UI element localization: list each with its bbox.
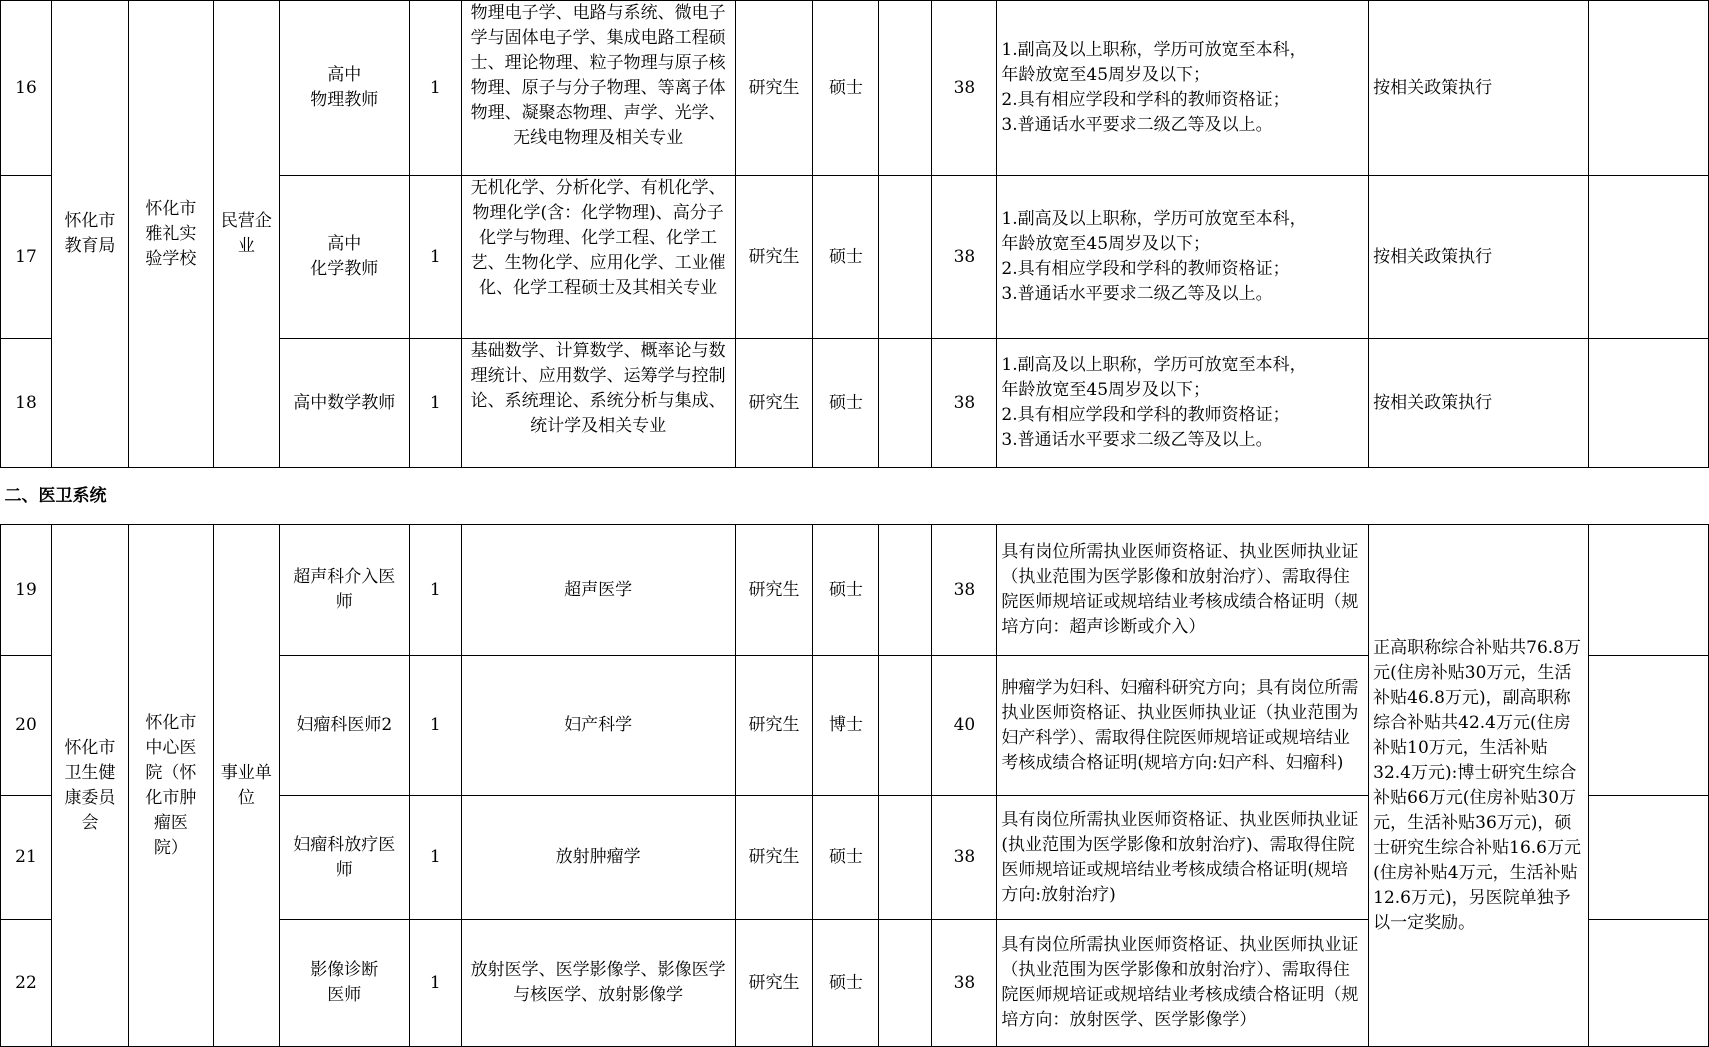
row-number: 22 (1, 920, 52, 1047)
empty-cell (1588, 1, 1708, 176)
requirements-cell: 具有岗位所需执业医师资格证、执业医师执业证（执业范围为医学影像和放射治疗）、需取得住院医师规培证或规培结业考核成绩合格证明（规培方向：超声诊断或介入） (997, 525, 1369, 656)
empty-cell (879, 339, 932, 468)
major-cell: 妇产科学 (461, 656, 735, 796)
requirements-cell: 具有岗位所需执业医师资格证、执业医师执业证(执业范围为医学影像和放射治疗)、需取得住院医师规培证或规培结业考核成绩合格证明(规培方向:放射治疗) (997, 796, 1369, 920)
empty-cell (879, 525, 932, 656)
degree-cell: 硕士 (813, 920, 879, 1047)
post-count-cell: 1 (409, 525, 461, 656)
row-number: 21 (1, 796, 52, 920)
empty-cell (1588, 525, 1708, 656)
age-cell: 38 (932, 339, 997, 468)
education-cell: 研究生 (735, 796, 813, 920)
post-count-cell: 1 (409, 920, 461, 1047)
post-name-cell: 高中数学教师 (279, 339, 409, 468)
requirements-cell: 1.副高及以上职称，学历可放宽至本科， 年龄放宽至45周岁及以下； 2.具有相应学段和学科的教师资格证； 3.普通话水平要求二级乙等及以上。 (997, 176, 1369, 339)
post-count-cell: 1 (409, 796, 461, 920)
benefit-cell: 按相关政策执行 (1369, 339, 1589, 468)
post-name-cell: 影像诊断 医师 (279, 920, 409, 1047)
degree-cell: 硕士 (813, 1, 879, 176)
major-cell: 基础数学、计算数学、概率论与数理统计、应用数学、运筹学与控制论、系统理论、系统分析与集成、统计学及相关专业 (461, 339, 735, 468)
empty-cell (879, 796, 932, 920)
degree-cell: 硕士 (813, 339, 879, 468)
table-row (1, 1, 1709, 176)
degree-cell: 博士 (813, 656, 879, 796)
education-cell: 研究生 (735, 1, 813, 176)
post-count-cell: 1 (409, 176, 461, 339)
degree-cell: 硕士 (813, 525, 879, 656)
degree-cell: 硕士 (813, 796, 879, 920)
empty-cell (1588, 339, 1708, 468)
employer-cell: 怀化市 中心医 院（怀 化市肿 瘤医 院） (128, 525, 213, 1047)
post-name-cell: 高中 化学教师 (279, 176, 409, 339)
employer-cell: 怀化市 雅礼实 验学校 (128, 1, 213, 468)
major-cell: 物理电子学、电路与系统、微电子学与固体电子学、集成电路工程硕士、理论物理、粒子物理与原子核物理、原子与分子物理、等离子体物理、凝聚态物理、声学、光学、无线电物理及相关专业 (461, 1, 735, 176)
post-count-cell: 1 (409, 656, 461, 796)
empty-cell (879, 1, 932, 176)
unit-nature-cell: 民营企 业 (213, 1, 279, 468)
empty-cell (879, 176, 932, 339)
post-count-cell: 1 (409, 339, 461, 468)
education-cell: 研究生 (735, 339, 813, 468)
major-cell: 无机化学、分析化学、有机化学、物理化学(含：化学物理)、高分子化学与物理、化学工程、化学工艺、生物化学、应用化学、工业催化、化学工程硕士及其相关专业 (461, 176, 735, 339)
education-cell: 研究生 (735, 525, 813, 656)
section-header: 二、医卫系统 (1, 468, 1709, 525)
requirements-cell: 1.副高及以上职称，学历可放宽至本科， 年龄放宽至45周岁及以下； 2.具有相应学段和学科的教师资格证； 3.普通话水平要求二级乙等及以上。 (997, 339, 1369, 468)
age-cell: 38 (932, 920, 997, 1047)
post-count-cell: 1 (409, 1, 461, 176)
education-cell: 研究生 (735, 176, 813, 339)
post-name-cell: 妇瘤科医师2 (279, 656, 409, 796)
department-cell: 怀化市 教育局 (51, 1, 128, 468)
empty-cell (879, 920, 932, 1047)
major-cell: 超声医学 (461, 525, 735, 656)
empty-cell (1588, 796, 1708, 920)
major-cell: 放射医学、医学影像学、影像医学与核医学、放射影像学 (461, 920, 735, 1047)
empty-cell (879, 656, 932, 796)
degree-cell: 硕士 (813, 176, 879, 339)
requirements-cell: 肿瘤学为妇科、妇瘤科研究方向；具有岗位所需执业医师资格证、执业医师执业证（执业范围为妇产科学）、需取得住院医师规培证或规培结业考核成绩合格证明(规培方向:妇产科、妇瘤科) (997, 656, 1369, 796)
empty-cell (1588, 920, 1708, 1047)
major-cell: 放射肿瘤学 (461, 796, 735, 920)
benefit-cell: 正高职称综合补贴共76.8万元(住房补贴30万元，生活补贴46.8万元)，副高职称综合补贴共42.4万元(住房补贴10万元，生活补贴32.4万元):博士研究生综合补贴66万元(住房补贴30万元，生活补贴36万元)，硕士研究生综合补贴16.6万元(住房补贴4万元，生活补贴12.6万元)，另医院单独予以一定奖励。 (1369, 525, 1589, 1047)
education-cell: 研究生 (735, 920, 813, 1047)
empty-cell (1588, 656, 1708, 796)
section-header-row (1, 468, 1709, 525)
row-number: 17 (1, 176, 52, 339)
age-cell: 40 (932, 656, 997, 796)
row-number: 20 (1, 656, 52, 796)
table-row (1, 525, 1709, 656)
post-name-cell: 妇瘤科放疗医 师 (279, 796, 409, 920)
benefit-cell: 按相关政策执行 (1369, 176, 1589, 339)
post-name-cell: 高中 物理教师 (279, 1, 409, 176)
unit-nature-cell: 事业单 位 (213, 525, 279, 1047)
benefit-cell: 按相关政策执行 (1369, 1, 1589, 176)
age-cell: 38 (932, 1, 997, 176)
age-cell: 38 (932, 176, 997, 339)
education-cell: 研究生 (735, 656, 813, 796)
empty-cell (1588, 176, 1708, 339)
age-cell: 38 (932, 525, 997, 656)
row-number: 19 (1, 525, 52, 656)
row-number: 18 (1, 339, 52, 468)
department-cell: 怀化市 卫生健 康委员 会 (51, 525, 128, 1047)
requirements-cell: 具有岗位所需执业医师资格证、执业医师执业证（执业范围为医学影像和放射治疗）、需取得住院医师规培证或规培结业考核成绩合格证明（规培方向：放射医学、医学影像学） (997, 920, 1369, 1047)
age-cell: 38 (932, 796, 997, 920)
requirements-cell: 1.副高及以上职称，学历可放宽至本科， 年龄放宽至45周岁及以下； 2.具有相应学段和学科的教师资格证； 3.普通话水平要求二级乙等及以上。 (997, 1, 1369, 176)
row-number: 16 (1, 1, 52, 176)
post-name-cell: 超声科介入医 师 (279, 525, 409, 656)
